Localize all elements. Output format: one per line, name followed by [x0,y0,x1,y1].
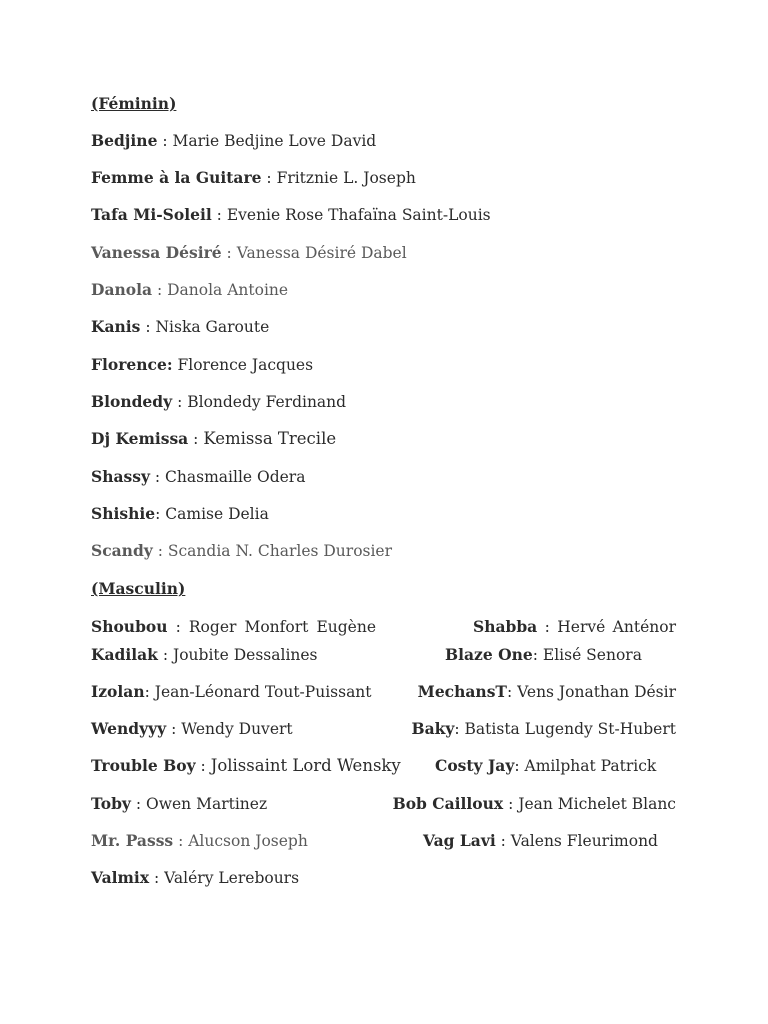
artist-name: Shishie [91,504,156,523]
artist-name: Shabba [473,617,538,636]
list-item [91,831,308,851]
list-item [418,682,676,702]
artist-name: Blondedy [91,392,173,411]
separator: : [211,206,227,224]
artist-name: Bob Cailloux [392,794,504,813]
real-name: Florence Jacques [177,356,314,374]
list-item [91,645,318,665]
artist-name: Danola [91,280,153,299]
real-name: Scandia N. Charles Durosier [167,542,393,560]
separator: : [503,795,519,813]
real-name: Jean-Léonard Tout-Puissant [154,683,372,701]
list-item [91,317,269,337]
separator: : [144,683,155,701]
list-item [91,205,491,225]
real-name-word: Hervé [557,618,606,636]
separator: : [149,869,165,887]
separator: : [188,430,204,448]
real-name: Batista Lugendy St-Hubert [464,720,676,738]
separator: : [157,646,173,664]
masculine-heading: (Masculin) [91,579,186,598]
separator: : [166,720,182,738]
real-name: Evenie Rose Thafaïna Saint-Louis [226,206,491,224]
justified-entry-right [473,617,676,637]
separator: : [140,318,156,336]
real-name: Blondedy Ferdinand [187,393,347,411]
artist-name: Blaze One [445,645,533,664]
list-item [435,756,656,776]
list-item [91,868,299,888]
list-item [393,794,676,814]
list-item [91,504,269,524]
real-name: Alucson Joseph [188,832,308,850]
separator: : [261,169,277,187]
artist-name: Valmix [91,868,150,887]
artist-name: Izolan [91,682,145,701]
artist-name: Kanis [91,317,141,336]
real-name: Kemissa Trecile [203,429,337,448]
separator: : [155,505,166,523]
real-name: Camise Delia [165,505,269,523]
artist-name: Femme à la Guitare [91,168,262,187]
real-name: Vanessa Désiré Dabel [236,244,407,262]
list-item [91,756,401,776]
real-name: Danola Antoine [167,281,289,299]
list-item [91,355,313,375]
artist-name: Trouble Boy [91,756,196,775]
list-item [91,280,288,300]
artist-name: Scandy [91,541,153,560]
list-item [91,392,346,412]
artist-name: Bedjine [91,131,158,150]
separator: : [221,244,237,262]
real-name-word: Roger [188,618,237,636]
real-name: Chasmaille Odera [165,468,306,486]
artist-name: Kadilak [91,645,158,664]
list-item [91,131,376,151]
real-name-word: Anténor [612,618,676,636]
real-name: Fritznie L. Joseph [276,169,416,187]
separator: : [157,132,173,150]
real-name: Joubite Dessalines [173,646,318,664]
artist-name: Toby [91,794,131,813]
artist-name: Vanessa Désiré [91,243,222,262]
real-name: Valéry Lerebours [164,869,300,887]
artist-name: Florence: [91,355,173,374]
real-name: Valens Fleurimond [510,832,658,850]
artist-name: Baky [411,719,455,738]
separator: : [195,757,211,775]
list-item [91,168,416,188]
justified-entry-left [91,617,376,637]
list-item [91,467,305,487]
list-item [91,541,392,561]
separator: : [149,468,166,486]
separator: : [152,542,168,560]
real-name: Niska Garoute [155,318,270,336]
artist-name: Tafa Mi-Soleil [91,205,212,224]
artist-name: Dj Kemissa [91,429,189,448]
separator: : [514,757,525,775]
separator: : [495,832,511,850]
real-name: Jolissaint Lord Wensky [210,756,401,775]
separator: : [152,281,168,299]
list-item [91,429,336,449]
list-item [91,794,267,814]
real-name: Wendy Duvert [181,720,293,738]
artist-name: Shoubou [91,617,168,636]
real-name: Amilphat Patrick [524,757,657,775]
real-name: Vens Jonathan Désir [517,683,676,701]
separator: : [130,795,147,813]
artist-name: MechansT [417,682,507,701]
list-item [91,719,293,739]
artist-name: Vag Lavi [423,831,496,850]
list-item [445,645,642,665]
real-name: Marie Bedjine Love David [172,132,377,150]
separator: : [454,720,465,738]
artist-name: Mr. Passs [91,831,174,850]
real-name-word: Monfort [244,618,309,636]
list-item [91,682,372,702]
artist-name: Costy Jay [435,756,515,775]
separator: : [532,646,543,664]
list-item [423,831,658,851]
artist-name: Wendyyy [91,719,167,738]
separator: : [544,618,550,636]
list-item [412,719,677,739]
real-name: Owen Martinez [146,795,268,813]
separator: : [173,832,189,850]
separator: : [175,618,181,636]
real-name: Jean Michelet Blanc [518,795,676,813]
separator: : [172,393,188,411]
list-item [91,243,407,263]
feminine-heading: (Féminin) [91,94,177,113]
artist-name: Shassy [91,467,150,486]
real-name-word: Eugène [316,618,376,636]
real-name: Elisé Senora [542,646,642,664]
separator: : [506,683,518,701]
